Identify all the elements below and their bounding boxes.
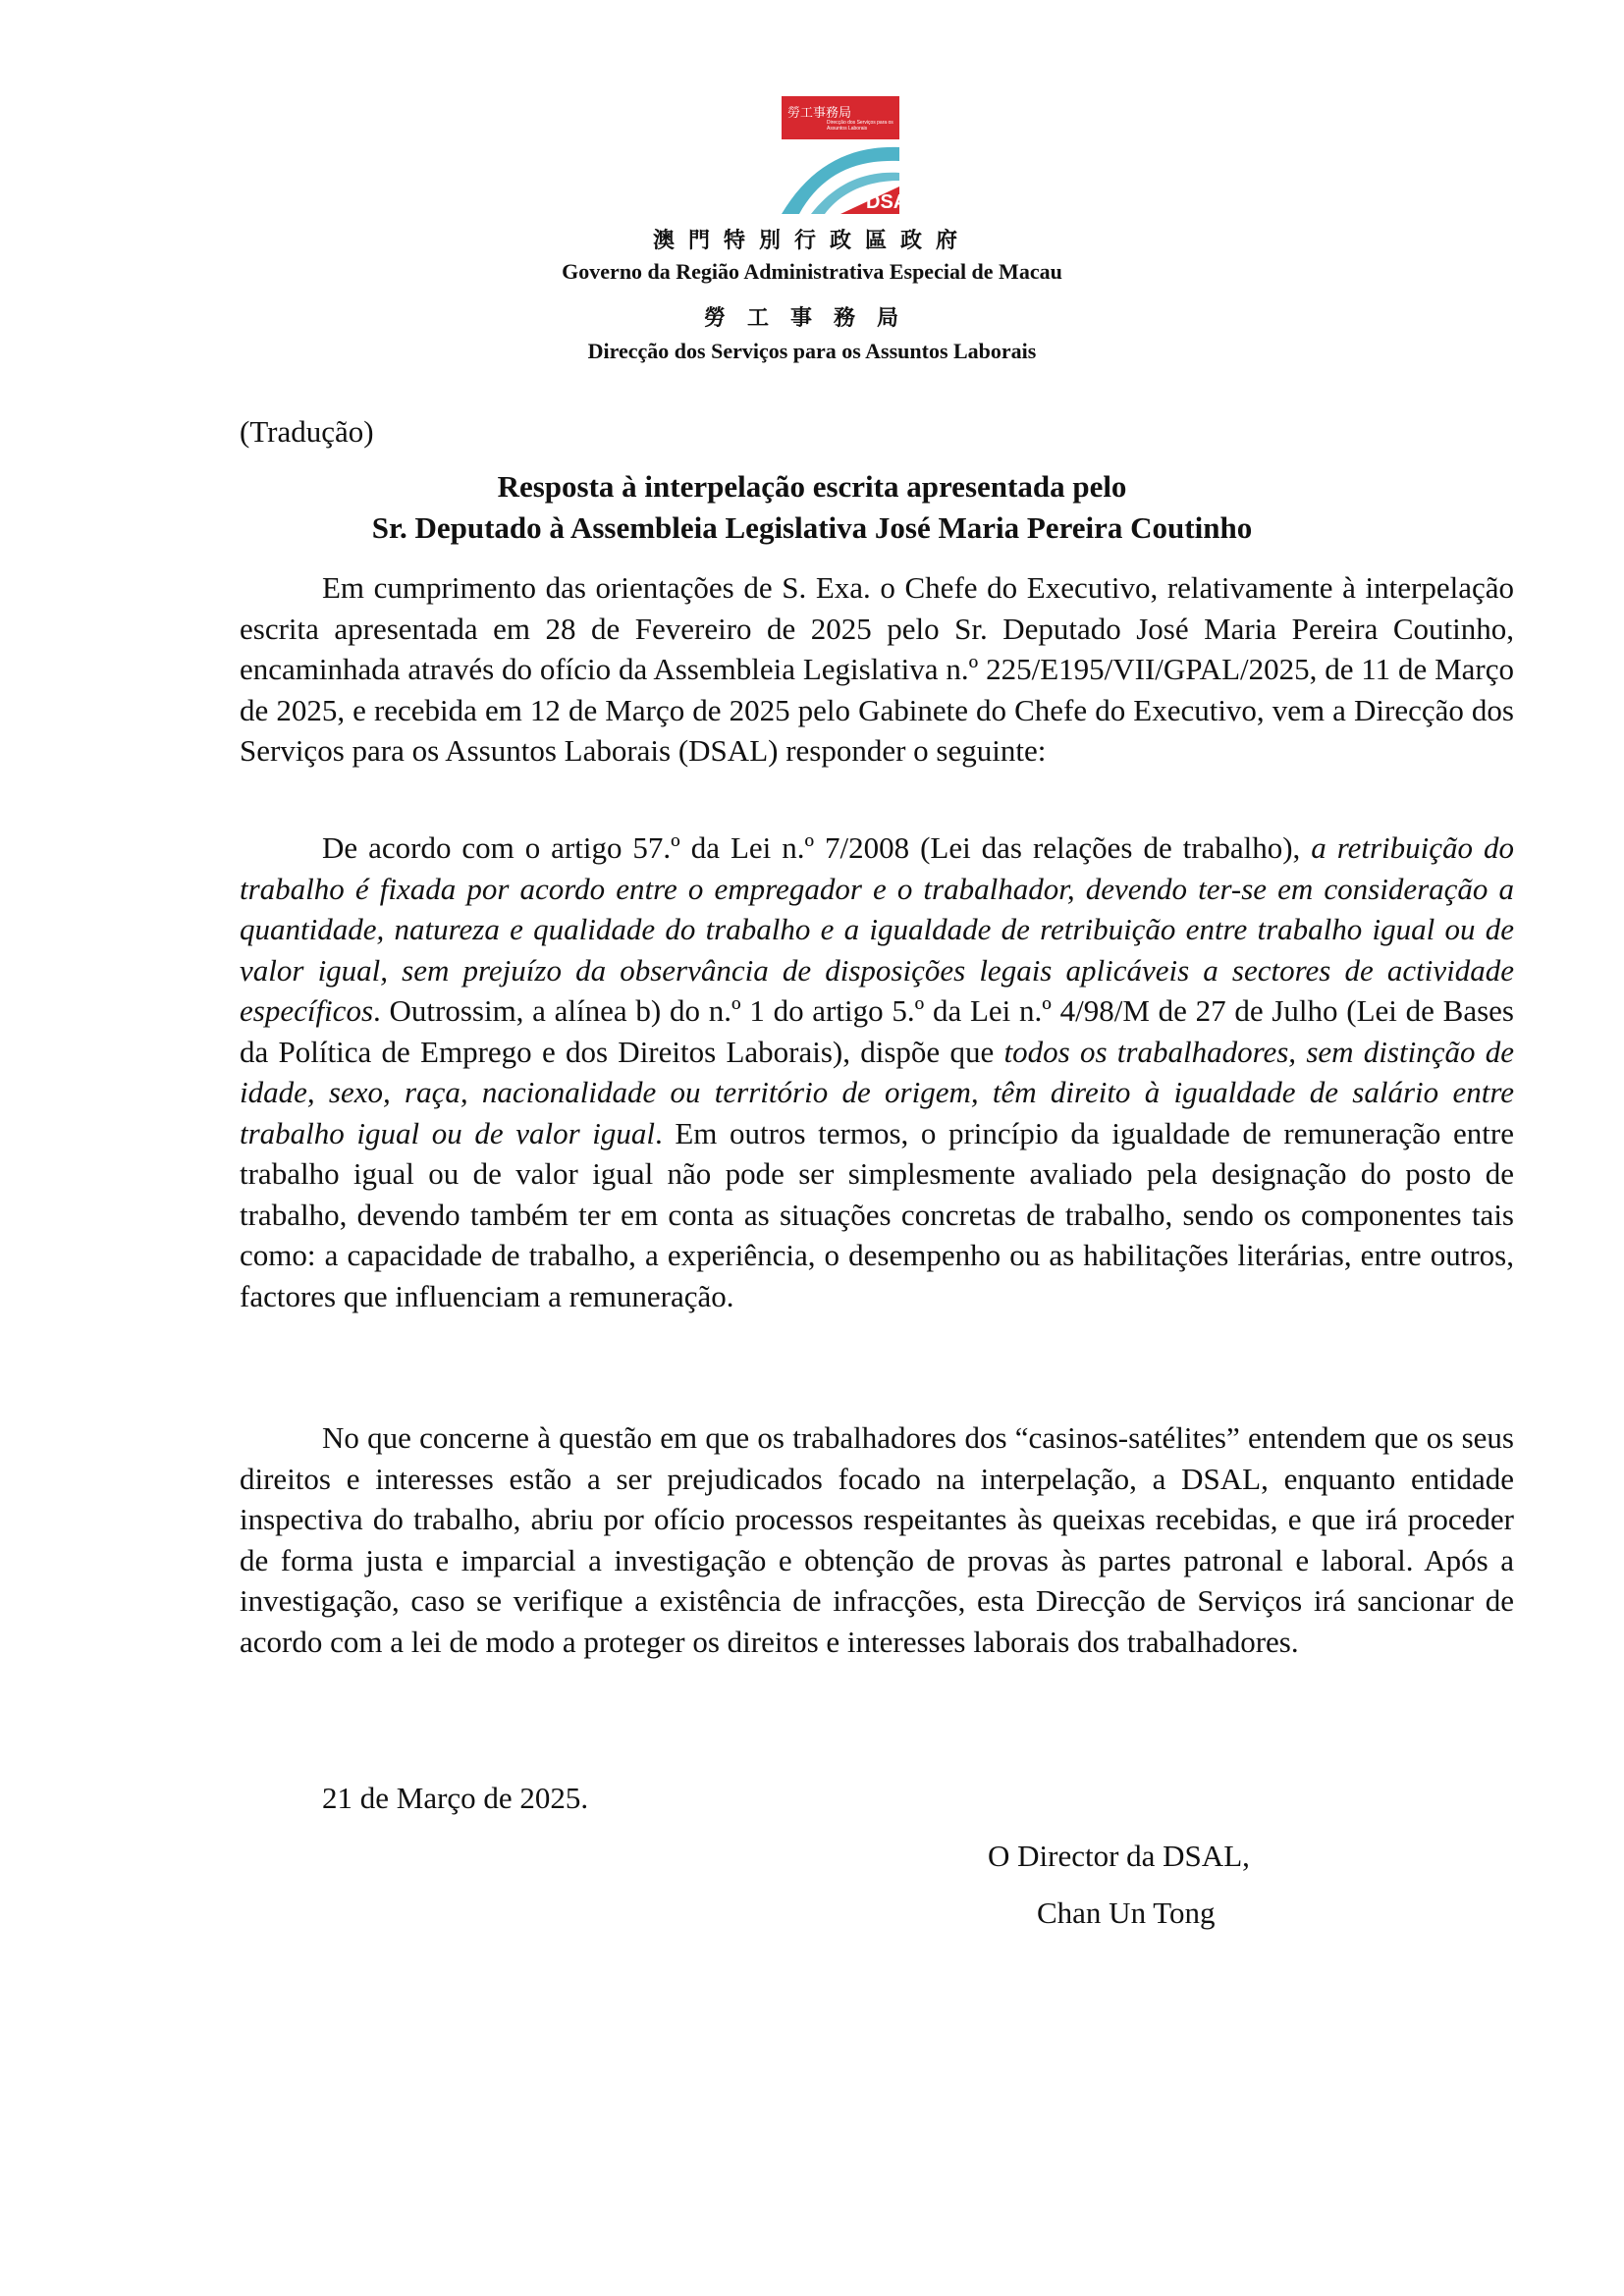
dept-name-chinese: 勞工事務局	[703, 306, 920, 331]
document-date: 21 de Março de 2025.	[322, 1781, 589, 1815]
paragraph-2-part-e: . Em outros termos, o princípio da igualdade de remuneração entre trabalho igual ou de valor igual não pode ser simplesmente avaliado pela designação do posto de trabalho, devendo também ter em conta as situações concretas de trabalho, sendo os componentes tais como: a capacidade de trabalho, a experiência, o desempenho ou as habilitações literárias, entre outros, factores que influenciam a remuneração.	[240, 1115, 1514, 1313]
paragraph-1-text: Em cumprimento das orientações de S. Exa. o Chefe do Executivo, relativamente à interpelação escrita apresentada em 28 de Fevereiro de 2025 pelo Sr. Deputado José Maria Pereira Coutinho, encaminhada através do ofício da Assembleia Legislativa n.º 225/E195/VII/GPAL/2025, de 11 de Março de 2025, e recebida em 12 de Março de 2025 pelo Gabinete do Chefe do Executivo, vem a Direcção dos Serviços para os Assuntos Laborais (DSAL) responder o seguinte:	[240, 570, 1514, 768]
paragraph-2-quote-1: a retribuição do trabalho é fixada por acordo entre o empregador e o trabalhador, devendo ter-se em consideração a quantidade, natureza e qualidade do trabalho e a igualdade de retribuição entre trabalho igual ou de valor igual, sem prejuízo da observância de disposições legais aplicáveis a sectores de actividade específicos	[240, 830, 1514, 1028]
paragraph-2-part-a: De acordo com o artigo 57.º da Lei n.º 7/2008 (Lei das relações de trabalho),	[322, 830, 1312, 865]
paragraph-2-text	[240, 828, 1514, 1316]
paragraph-2-quote-2: todos os trabalhadores, sem distinção de idade, sexo, raça, nacionalidade ou território de origem, têm direito à igualdade de salário entre trabalho igual ou de valor igual	[240, 1034, 1515, 1150]
paragraph-2	[240, 828, 1514, 1316]
document-title-line-2: Sr. Deputado à Assembleia Legislativa José Maria Pereira Coutinho	[371, 510, 1253, 545]
gov-name-portuguese: Governo da Região Administrativa Especial de Macau	[562, 259, 1062, 284]
gov-name-chinese: 澳門特別行政區政府	[652, 229, 971, 253]
translation-note: (Tradução)	[240, 414, 374, 449]
paragraph-2-part-c: . Outrossim, a alínea b) do n.º 1 do artigo 5.º da Lei n.º 4/98/M de 27 de Julho (Lei de Bases da Política de Emprego e dos Direitos Laborais), dispõe que	[240, 993, 1514, 1069]
dsal-logo	[782, 96, 920, 214]
document-title-line-1: Resposta à interpelação escrita apresentada pelo	[497, 469, 1127, 504]
paragraph-3-text: No que concerne à questão em que os trabalhadores dos “casinos-satélites” entendem que os seus direitos e interesses estão a ser prejudicados focado na interpelação, a DSAL, enquanto entidade inspectiva do trabalho, abriu por ofício processos respeitantes às queixas recebidas, e que irá proceder de forma justa e imparcial a investigação e obtenção de provas às partes patronal e laboral. Após a investigação, caso se verifique a existência de infracções, esta Direcção de Serviços irá sancionar de acordo com a lei de modo a proteger os direitos e interesses laborais dos trabalhadores.	[240, 1420, 1514, 1659]
paragraph-1	[240, 567, 1514, 772]
logo-text-pt: Direcção dos Serviços para os Assuntos Laborais	[827, 120, 893, 132]
logo-abbrev: DSAL	[866, 191, 920, 213]
paragraph-3	[240, 1417, 1514, 1662]
logo-text-cn: 勞工事務局	[787, 106, 852, 121]
signatory-title: O Director da DSAL,	[988, 1839, 1250, 1873]
dept-name-portuguese: Direcção dos Serviços para os Assuntos Laborais	[587, 339, 1037, 363]
signatory-name: Chan Un Tong	[1037, 1896, 1216, 1930]
